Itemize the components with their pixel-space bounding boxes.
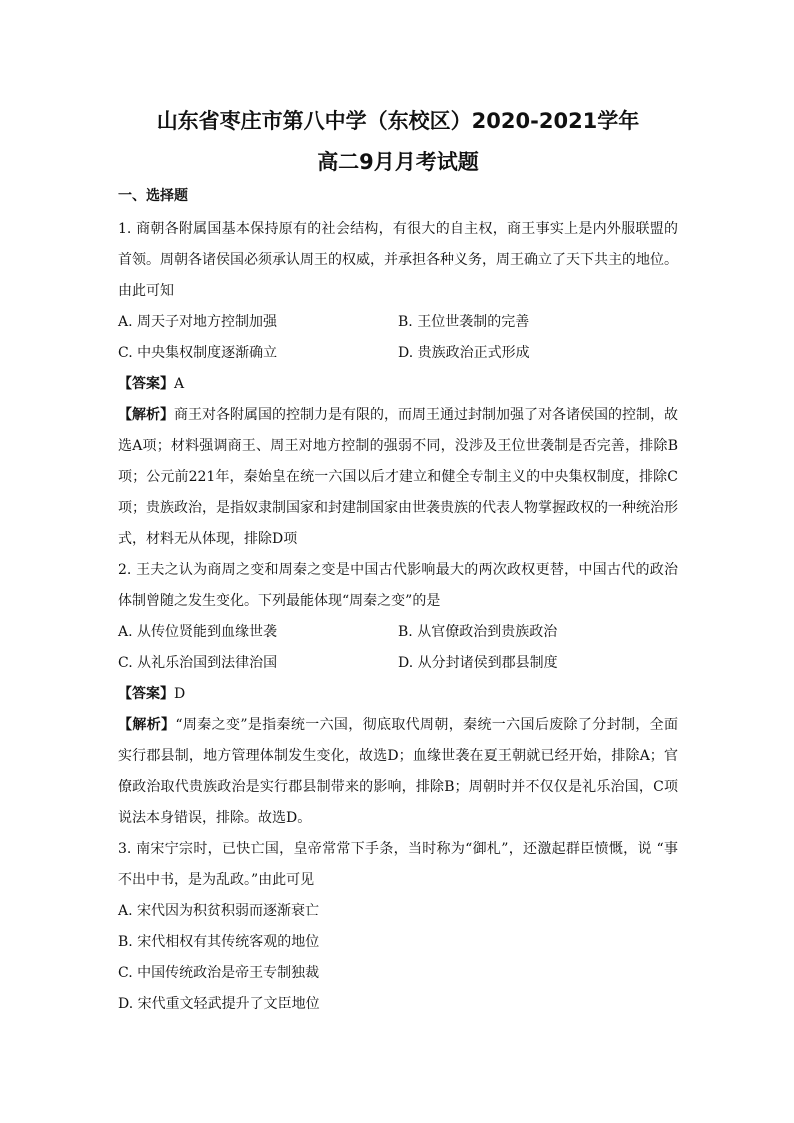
- option-c: C. 从礼乐治国到法律治国: [118, 655, 278, 671]
- option-b: B. 宋代相权有其传统客观的地位: [118, 934, 320, 950]
- question-1: [118, 214, 678, 555]
- option-b: B. 从官僚政治到贵族政治: [398, 624, 558, 640]
- option-a: A. 周天子对地方控制加强: [118, 314, 278, 330]
- analysis: [118, 400, 678, 555]
- option-a: A. 从传位贤能到血缘世袭: [118, 624, 278, 640]
- document-title: 山东省枣庄市第八中学（东校区）2020-2021学年: [156, 109, 640, 133]
- option-d: D. 宋代重文轻武提升了文臣地位: [118, 996, 320, 1012]
- option-row: [118, 307, 678, 338]
- option-d: D. 从分封诸侯到郡县制度: [398, 655, 558, 671]
- analysis-text: 商王对各附属国的控制力是有限的，而周王通过封制加强了对各诸侯国的控制，故选A项；材料强调商王、周王对地方控制的强弱不同，没涉及王位世袭制是否完善，排除B项；公元前221年，秦始皇在统一六国以后才建立和健全专制主义的中央集权制度，排除C项；贵族政治，是指奴隶制国家和封建制国家由世袭贵族的代表人物掌握政权的一种统治形式，材料无从体现，排除D项: [118, 407, 678, 547]
- answer-value: A: [174, 376, 185, 392]
- analysis-label: 【解析】: [118, 407, 174, 423]
- option-c: C. 中央集权制度逐渐确立: [118, 345, 278, 361]
- question-stem: 3. 南宋宁宗时，已快亡国，皇帝常常下手条，当时称为“御札”，还激起群臣愤慨，说 “事不出中书，是为乱政。”由此可见: [118, 841, 678, 888]
- answer-line: [118, 679, 678, 710]
- option-row: [118, 617, 678, 648]
- answer-label: 【答案】: [118, 686, 174, 702]
- document-subtitle: 高二9月月考试题: [317, 150, 479, 174]
- analysis-text: “周秦之变”是指秦统一六国，彻底取代周朝，秦统一六国后废除了分封制，全面实行郡县制，地方管理体制发生变化，故选D；血缘世袭在夏王朝就已经开始，排除A；官僚政治取代贵族政治是实行郡县制带来的影响，排除B；周朝时并不仅仅是礼乐治国，C项说法本身错误，排除。故选D。: [118, 717, 679, 826]
- analysis-label: 【解析】: [118, 717, 176, 733]
- option-row: [118, 648, 678, 679]
- section-heading: 一、选择题: [118, 188, 188, 204]
- option-b: B. 王位世袭制的完善: [398, 314, 530, 330]
- answer-label: 【答案】: [118, 376, 174, 392]
- question-3: [118, 834, 678, 1020]
- answer-value: D: [174, 686, 186, 702]
- option-a: A. 宋代因为积贫积弱而逐渐衰亡: [118, 903, 320, 919]
- question-stem: 1. 商朝各附属国基本保持原有的社会结构，有很大的自主权，商王事实上是内外服联盟的首领。周朝各诸侯国必须承认周王的权威，并承担各种义务，周王确立了天下共主的地位。由此可知: [118, 221, 678, 299]
- analysis: [118, 710, 678, 834]
- answer-line: [118, 369, 678, 400]
- option-row: [118, 338, 678, 369]
- option-d: D. 贵族政治正式形成: [398, 345, 530, 361]
- question-stem: 2. 王夫之认为商周之变和周秦之变是中国古代影响最大的两次政权更替，中国古代的政治体制曾随之发生变化。下列最能体现“周秦之变”的是: [118, 562, 678, 609]
- question-2: [118, 555, 678, 834]
- option-c: C. 中国传统政治是帝王专制独裁: [118, 965, 320, 981]
